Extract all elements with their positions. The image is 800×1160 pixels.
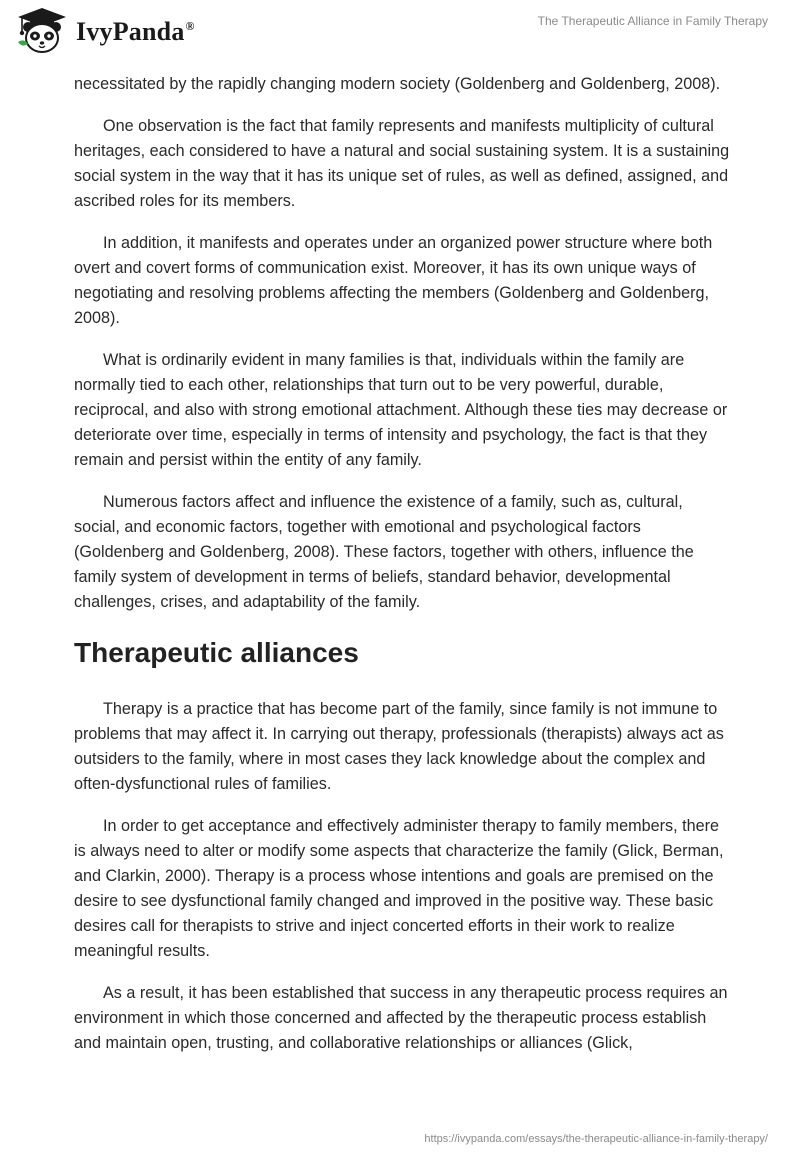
paragraph: In order to get acceptance and effectively administer therapy to family members, there is always need to alter or modify some aspects that characterize the family (Glick, Berman, and Clarkin, 2000). Therapy is a process whose intentions and goals are premised on the desire to see dysfunctional family changed and improved in the positive way. These basic desires call for therapists to strive and inject concerted efforts in their work to realize meaningful results. bbox=[74, 817, 724, 960]
brand-name: IvyPanda® bbox=[76, 17, 195, 46]
panda-mascot-icon bbox=[14, 6, 70, 56]
paragraph: What is ordinarily evident in many families is that, individuals within the family are normally tied to each other, relationships that turn out to be very powerful, durable, reciprocal, and also with strong emotional attachment. Although these ties may decrease or deteriorate over time, especially in terms of intensity and psychology, the fact is that they remain and persist within the entity of any family. bbox=[74, 351, 728, 469]
document-title: The Therapeutic Alliance in Family Therapy bbox=[537, 14, 768, 28]
ivypanda-logo[interactable] bbox=[14, 6, 195, 56]
paragraph: As a result, it has been established that success in any therapeutic process requires an environment in which those concerned and affected by the therapeutic process establish and maintain open, trusting, and collaborative relationships or alliances (Glick, bbox=[74, 984, 728, 1052]
paragraph: necessitated by the rapidly changing modern society (Goldenberg and Goldenberg, 2008). bbox=[74, 75, 721, 93]
section-heading: Therapeutic alliances bbox=[74, 637, 359, 668]
essay-body bbox=[74, 72, 730, 1073]
source-url[interactable]: https://ivypanda.com/essays/the-therapeutic-alliance-in-family-therapy/ bbox=[424, 1133, 768, 1145]
paragraph: Therapy is a practice that has become part of the family, since family is not immune to problems that may affect it. In carrying out therapy, professionals (therapists) always act as outsiders to the family, where in most cases they lack knowledge about the complex and often-dysfunctional rules of families. bbox=[74, 700, 724, 793]
paragraph: Numerous factors affect and influence the existence of a family, such as, cultural, social, and economic factors, together with emotional and psychological factors (Goldenberg and Goldenberg, 2008). These factors, together with others, influence the family system of development in terms of beliefs, standard behavior, developmental challenges, crises, and adaptability of the family. bbox=[74, 493, 694, 611]
paragraph: In addition, it manifests and operates under an organized power structure where both overt and covert forms of communication exist. Moreover, it has its own unique ways of negotiating and resolving problems affecting the members (Goldenberg and Goldenberg, 2008). bbox=[74, 234, 713, 327]
paragraph: One observation is the fact that family represents and manifests multiplicity of cultural heritages, each considered to have a natural and social sustaining system. It is a sustaining social system in the way that it has its unique set of rules, as well as defined, assigned, and ascribed roles for its members. bbox=[74, 117, 730, 210]
page-header bbox=[0, 0, 800, 70]
